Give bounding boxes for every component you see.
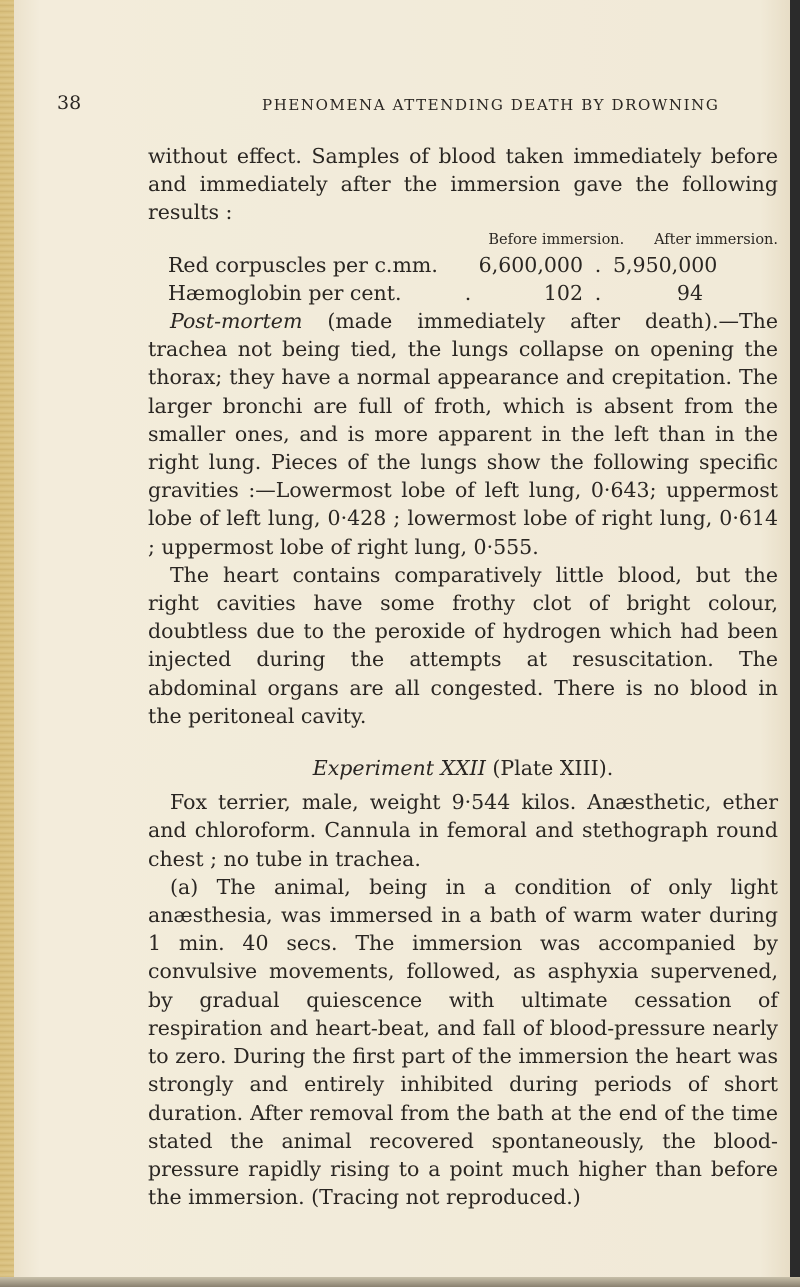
paragraph-4: Fox terrier, male, weight 9·544 kilos. Anæsthetic, ether and chloroform. Cannula in femoral and stethograph round chest ; no tube in trachea. [148, 790, 778, 871]
page-left-edge [0, 0, 14, 1287]
row-label: Red corpuscles per c.mm. [168, 252, 438, 277]
page-right-edge [790, 0, 800, 1287]
experiment-title-italic: Experiment XXII [312, 756, 486, 781]
experiment-title-rest: (Plate XIII). [485, 756, 614, 781]
row-before: 102 [543, 280, 583, 305]
table-header [148, 229, 778, 251]
col-before-header: Before immersion. [488, 231, 625, 248]
paragraph-post-mortem [148, 307, 778, 561]
paragraph-3: The heart contains comparatively little blood, but the right cavities have some frothy clot of bright colour, doubtless due to the peroxide of hydrogen which had been injected during the attempts at resuscitation. The abdominal organs are all congested. There is no blood in the peritoneal cavity. [148, 562, 778, 728]
post-mortem-label: Post-mortem [170, 309, 303, 334]
row-before: 6,600,000 [478, 252, 583, 277]
table-row: Red corpuscles per c.mm. 6,600,000 . 5,950,000 [148, 251, 778, 279]
paragraph-5: (a) The animal, being in a condition of only light anæsthesia, was immersed in a bath of warm water during 1 min. 40 secs. The immersion was accompanied by convulsive movements, followed, as asphyxia supervened, by gradual quiescence with ultimate cessation of respiration and heart-beat, and fall of blood-pressure nearly to zero. During the first part of the immersion the heart was strongly and entirely inhibited during periods of short duration. After removal from the bath at the end of the time stated the animal recovered spontaneously, the blood-pressure rapidly rising to a point much higher than before the immersion. (Tracing not reproduced.) [148, 874, 778, 1210]
running-title: PHENOMENA ATTENDING DEATH BY DROWNING [262, 96, 720, 114]
col-after-header: After immersion. [654, 231, 778, 248]
table-row: Hæmoglobin per cent. . 102 . 94 [148, 279, 778, 307]
row-after: 5,950,000 [613, 252, 718, 277]
page-number: 38 [57, 92, 82, 114]
paragraph-1: without effect. Samples of blood taken immediately before and immediately after the immersion gave the following results : [148, 144, 778, 225]
page-bottom-edge [0, 1277, 800, 1287]
row-label: Hæmoglobin per cent. [168, 280, 402, 305]
body-text [148, 142, 778, 1211]
experiment-title [148, 754, 778, 782]
paragraph-2-text: (made immediately after death).—The trachea not being tied, the lungs collapse on opening the thorax; they have a normal appearance and crepitation. The larger bronchi are full of froth, which is absent from the smaller ones, and is more apparent in the left than in the right lung. Pieces of the lungs show the following specific gravities :—Lowermost lobe of left lung, 0·643; uppermost lobe of left lung, 0·428 ; lowermost lobe of right lung, 0·614 ; uppermost lobe of right lung, 0·555. [148, 309, 778, 559]
row-after: 94 [676, 280, 703, 305]
